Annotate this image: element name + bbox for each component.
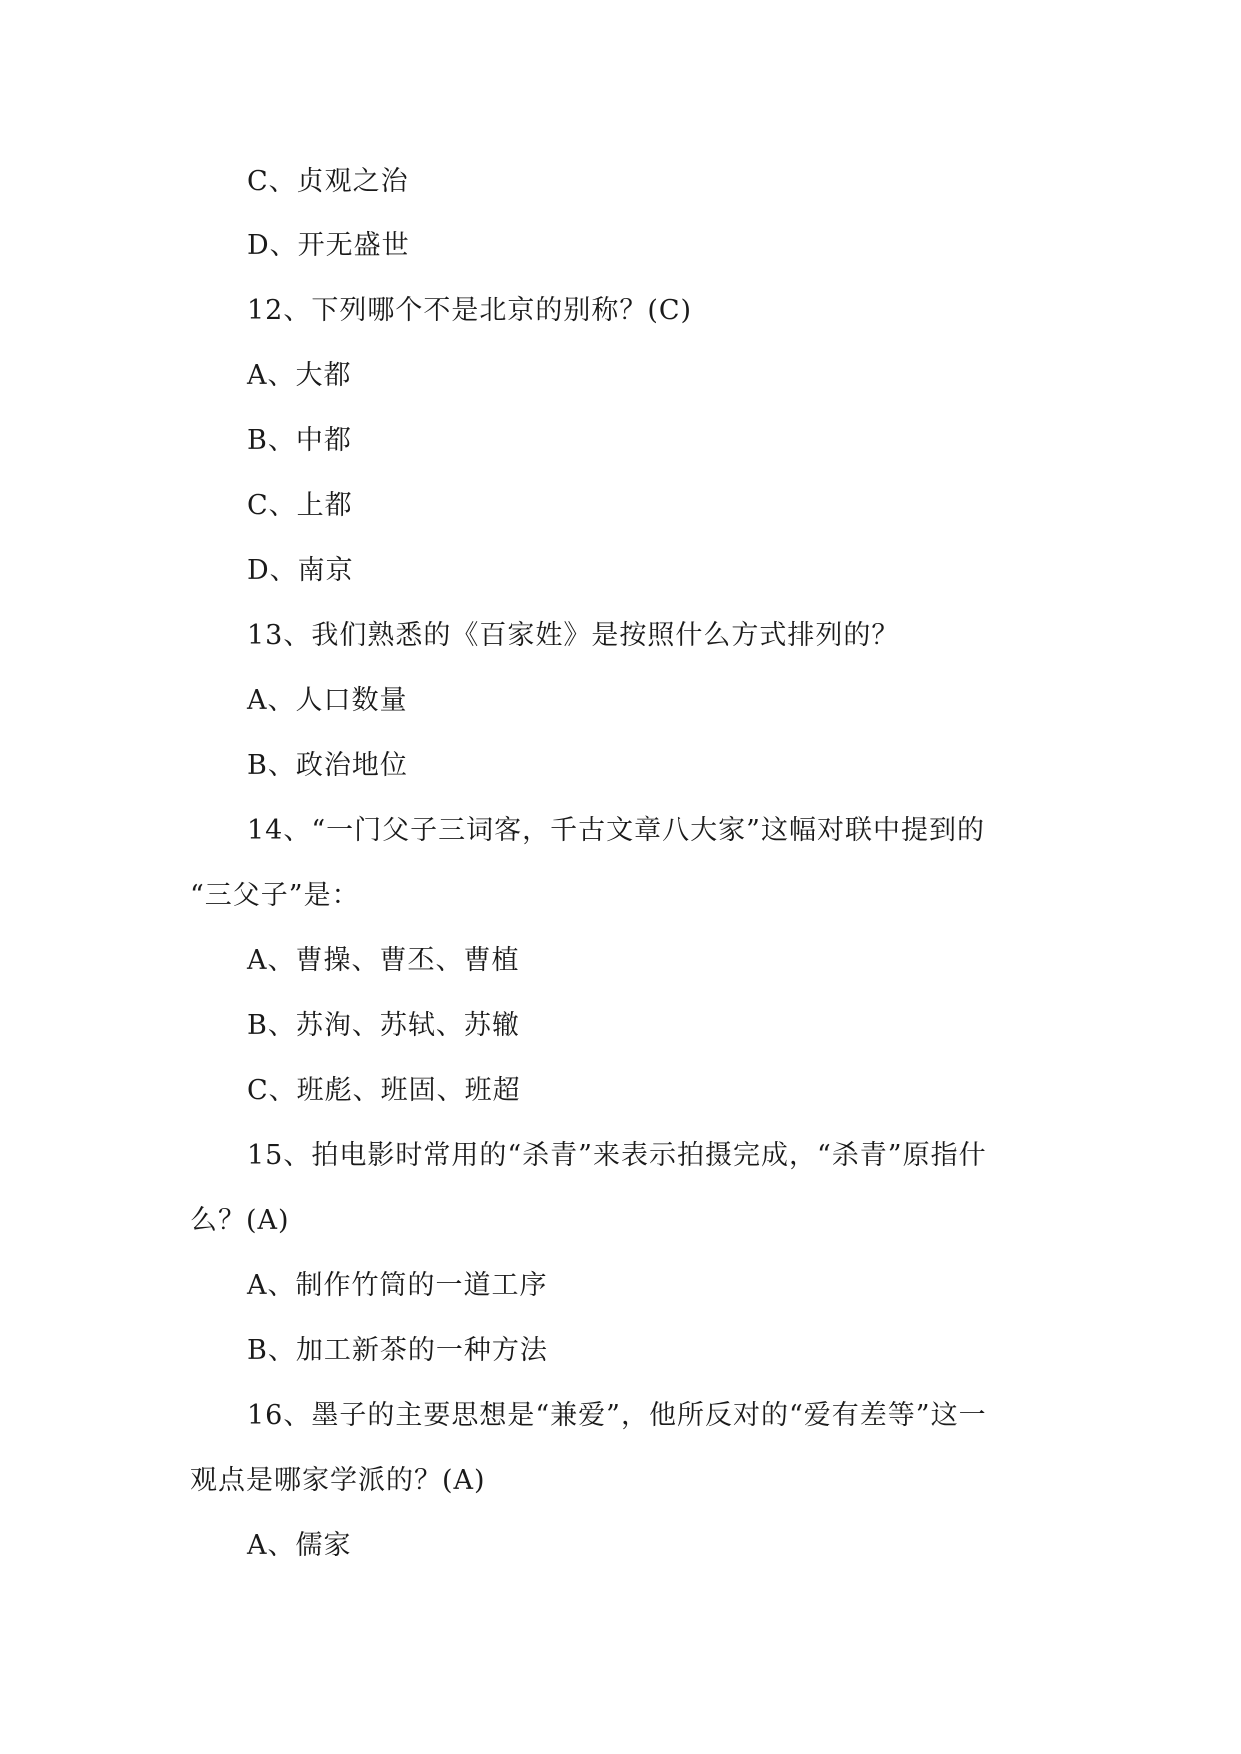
option-a-line: A、制作竹筒的一道工序	[247, 1270, 548, 1301]
option-b-line: B、加工新茶的一种方法	[247, 1335, 548, 1366]
option-d-line: D、开无盛世	[247, 230, 410, 261]
option-c-line: C、班彪、班固、班超	[247, 1075, 521, 1106]
question-15: 15、拍电影时常用的“杀青”来表示拍摄完成，“杀青”原指什	[247, 1140, 987, 1171]
option-c-line: C、贞观之治	[247, 166, 409, 197]
option-b-line: B、苏洵、苏轼、苏辙	[247, 1010, 520, 1041]
option-c-line: C、上都	[247, 490, 353, 521]
option-a-line: A、儒家	[247, 1530, 352, 1561]
option-a-line: A、曹操、曹丕、曹植	[247, 945, 520, 976]
question-12: 12、下列哪个不是北京的别称？(C)	[247, 295, 693, 326]
question-14: 14、“一门父子三词客，千古文章八大家”这幅对联中提到的	[247, 815, 985, 846]
question-15-continuation: 么？(A)	[190, 1205, 290, 1236]
option-b-line: B、政治地位	[247, 750, 408, 781]
question-13: 13、我们熟悉的《百家姓》是按照什么方式排列的？	[247, 620, 900, 651]
option-d-line: D、南京	[247, 555, 354, 586]
question-16-continuation: 观点是哪家学派的？(A)	[190, 1465, 486, 1496]
question-16: 16、墨子的主要思想是“兼爱”，他所反对的“爱有差等”这一	[247, 1400, 987, 1431]
question-14-continuation: “三父子”是：	[190, 880, 360, 911]
option-b-line: B、中都	[247, 425, 352, 456]
option-a-line: A、人口数量	[247, 685, 408, 716]
option-a-line: A、大都	[247, 360, 352, 391]
